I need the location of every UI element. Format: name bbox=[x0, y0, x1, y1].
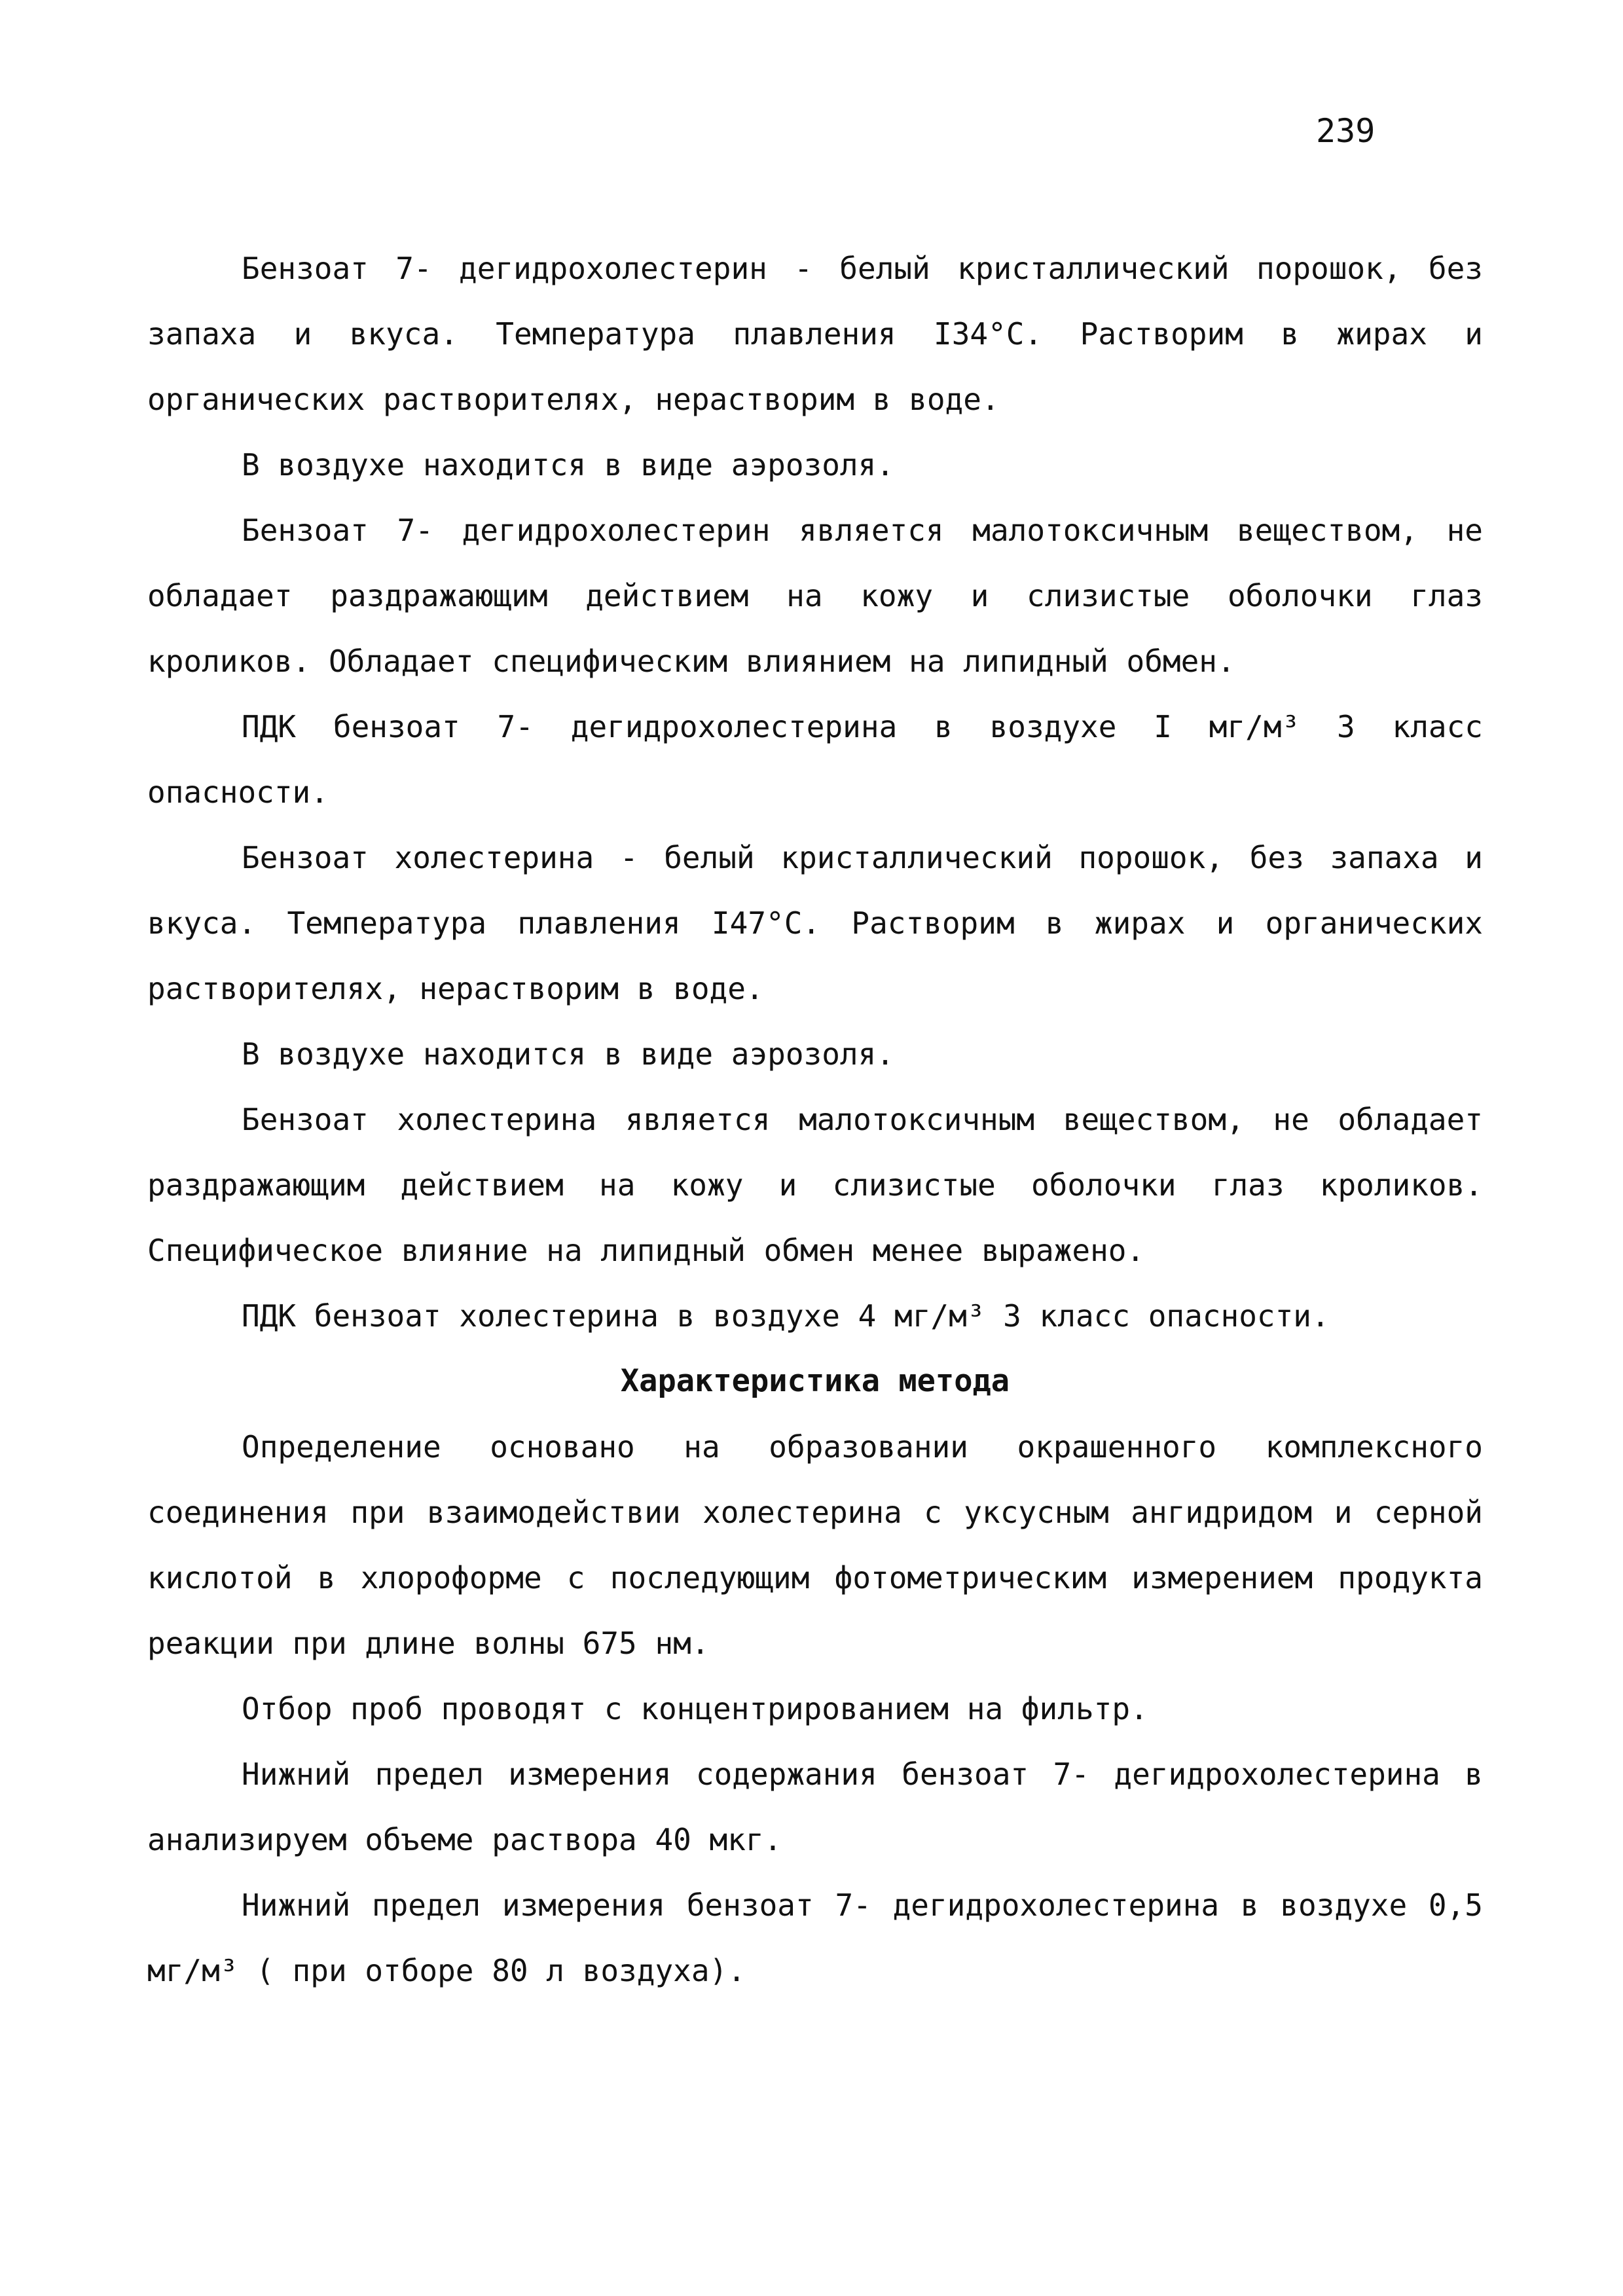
paragraph-sampling: Отбор проб проводят с концентрированием на фильтр. bbox=[242, 1691, 1148, 1726]
paragraph-benzoate-7-aerosol: В воздухе находится в виде аэрозоля. bbox=[242, 447, 894, 483]
paragraph-cholesterol-benzoate-aerosol: В воздухе находится в виде аэрозоля. bbox=[242, 1036, 894, 1072]
paragraph-method-principle: Определение основано на образовании окрашенного комплексного соединения при взаимодействии холестерина с уксусным ангидридом и серной кислотой в хлороформе с последующим фотометрическим измерением продукта реакции при длине волны 675 нм. bbox=[147, 1429, 1483, 1661]
paragraph-cholesterol-benzoate-pdk: ПДК бензоат холестерина в воздухе 4 мг/м³ 3 класс опасности. bbox=[242, 1298, 1330, 1334]
paragraph-lower-limit-air: Нижний предел измерения бензоат 7- дегидрохолестерина в воздухе 0,5 мг/м³ ( при отборе 80 л воздуха). bbox=[147, 1887, 1483, 1988]
paragraph-benzoate-7-description: Бензоат 7- дегидрохолестерин - белый кристаллический порошок, без запаха и вкуса. Температура плавления I34°C. Растворим в жирах и органических растворителях, нерастворим в воде. bbox=[147, 251, 1483, 417]
document-body bbox=[147, 236, 1483, 2003]
paragraph-cholesterol-benzoate-toxicity: Бензоат холестерина является малотоксичным веществом, не обладает раздражающим действием на кожу и слизистые оболочки глаз кроликов. Специфическое влияние на липидный обмен менее выражено. bbox=[147, 1102, 1483, 1268]
paragraph-benzoate-7-pdk: ПДК бензоат 7- дегидрохолестерина в воздухе I мг/м³ 3 класс опасности. bbox=[147, 709, 1483, 810]
paragraph-cholesterol-benzoate-description: Бензоат холестерина - белый кристаллический порошок, без запаха и вкуса. Температура плавления I47°C. Растворим в жирах и органических растворителях, нерастворим в воде. bbox=[147, 840, 1483, 1006]
paragraph-benzoate-7-toxicity: Бензоат 7- дегидрохолестерин является малотоксичным веществом, не обладает раздражающим действием на кожу и слизистые оболочки глаз кроликов. Обладает специфическим влиянием на липидный обмен. bbox=[147, 513, 1483, 679]
section-heading: Характеристика метода bbox=[620, 1363, 1010, 1399]
page-number: 239 bbox=[1316, 112, 1376, 150]
paragraph-lower-limit-solution: Нижний предел измерения содержания бензоат 7- дегидрохолестерина в анализируем объеме раствора 40 мкг. bbox=[147, 1757, 1483, 1857]
